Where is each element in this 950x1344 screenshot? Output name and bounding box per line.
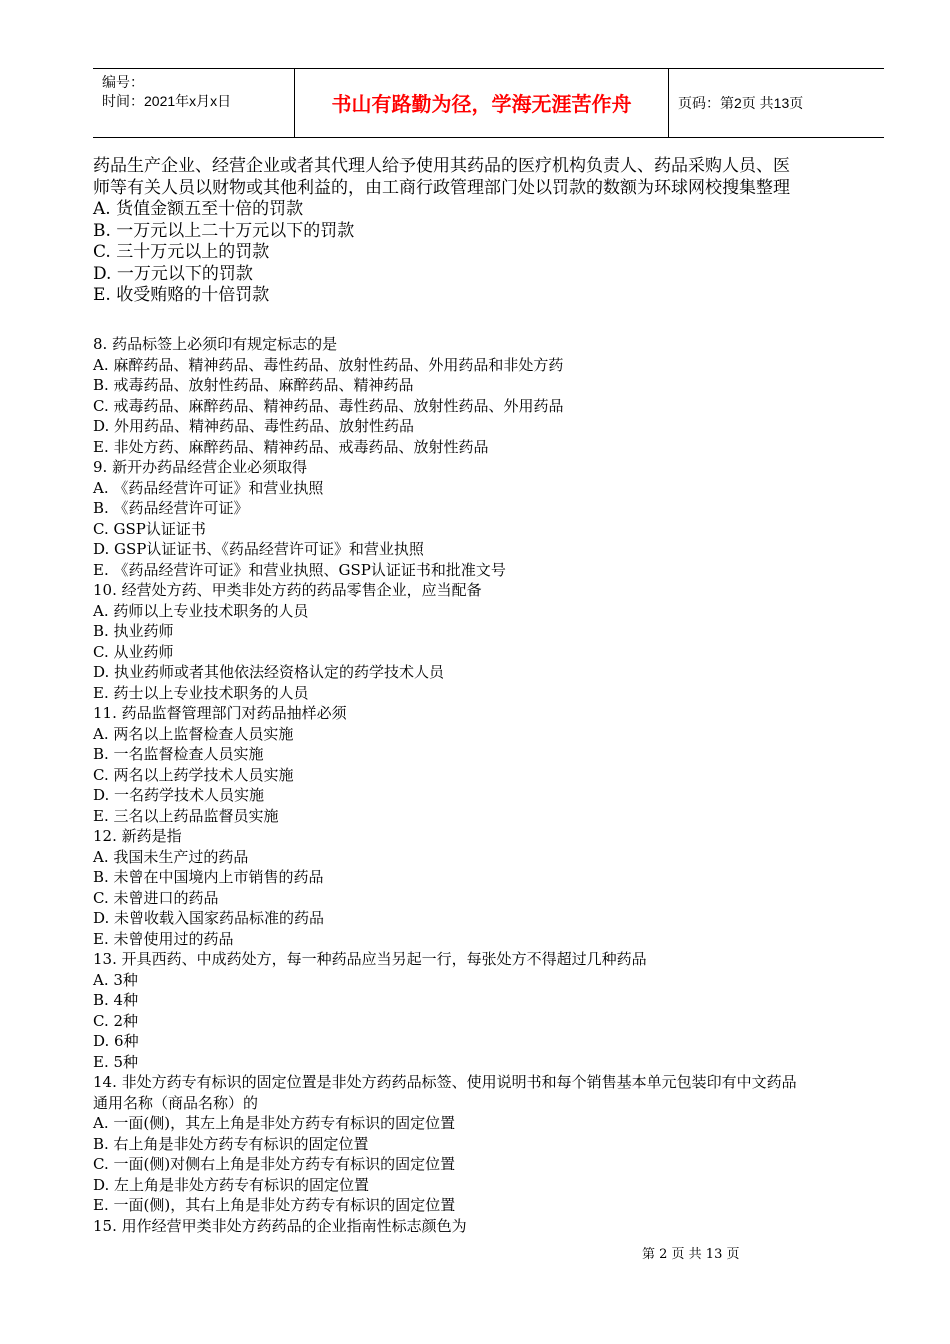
answer-option: D. GSP认证证书、《药品经营许可证》和营业执照 <box>93 540 424 558</box>
answer-option: D. 左上角是非处方药专有标识的固定位置 <box>93 1175 370 1194</box>
answer-option: A. 两名以上监督检查人员实施 <box>93 724 294 743</box>
answer-option: B. 右上角是非处方药专有标识的固定位置 <box>93 1134 369 1153</box>
answer-option: A. 我国未生产过的药品 <box>93 847 249 866</box>
answer-option: E. 一面(侧)，其右上角是非处方药专有标识的固定位置 <box>93 1196 456 1214</box>
answer-option: B. 4种 <box>93 991 139 1009</box>
answer-option: A. 麻醉药品、精神药品、毒性药品、放射性药品、外用药品和非处方药 <box>93 355 564 374</box>
answer-option: D. 执业药师或者其他依法经资格认定的药学技术人员 <box>93 663 445 681</box>
answer-option: C. 一面(侧)对侧右上角是非处方药专有标识的固定位置 <box>93 1155 456 1173</box>
answer-option: B. 一万元以上二十万元以下的罚款 <box>93 220 355 241</box>
answer-option: B. 一名监督检查人员实施 <box>93 745 264 763</box>
question-stem-line: 师等有关人员以财物或其他利益的，由工商行政管理部门处以罚款的数额为环球网校搜集整理 <box>93 177 790 198</box>
answer-option: C. 2种 <box>93 1011 139 1030</box>
question-stem-line: 药品生产企业、经营企业或者其代理人给予使用其药品的医疗机构负责人、药品采购人员、医 <box>93 156 790 176</box>
header-right-cell <box>669 69 884 137</box>
answer-option: C. 三十万元以上的罚款 <box>93 242 270 262</box>
question-12: 12. 新药是指 <box>93 827 182 845</box>
serial-number-label: 编号： <box>102 74 144 90</box>
question-10: 10. 经营处方药、甲类非处方药的药品零售企业，应当配备 <box>93 581 482 599</box>
question-13: 13. 开具西药、中成药处方，每一种药品应当另起一行，每张处方不得超过几种药品 <box>93 950 647 968</box>
answer-option: E. 非处方药、麻醉药品、精神药品、戒毒药品、放射性药品 <box>93 437 489 456</box>
time-label: 时间：2021年x月x日 <box>102 93 232 109</box>
answer-option: B. 戒毒药品、放射性药品、麻醉药品、精神药品 <box>93 376 414 394</box>
answer-option: D. 外用药品、精神药品、毒性药品、放射性药品 <box>93 417 415 435</box>
answer-option: E. 未曾使用过的药品 <box>93 929 234 948</box>
answer-option: C. 未曾进口的药品 <box>93 888 219 907</box>
question-11: 11. 药品监督管理部门对药品抽样必须 <box>93 704 347 722</box>
answer-option: B. 未曾在中国境内上市销售的药品 <box>93 868 324 886</box>
answer-option: B. 《药品经营许可证》 <box>93 499 249 517</box>
question-stem-line: 通用名称（商品名称）的 <box>93 1093 259 1112</box>
answer-option: E. 《药品经营许可证》和营业执照、GSP认证证书和批准文号 <box>93 560 506 579</box>
answer-option: D. 一名药学技术人员实施 <box>93 786 265 804</box>
answer-option: E. 收受贿赂的十倍罚款 <box>93 285 270 305</box>
header-left-cell <box>93 69 295 137</box>
answer-option: B. 执业药师 <box>93 622 174 640</box>
answer-option: A. 《药品经营许可证》和营业执照 <box>93 478 324 497</box>
header-middle-cell <box>295 69 669 137</box>
answer-option: A. 药师以上专业技术职务的人员 <box>93 601 309 620</box>
answer-option: D. 一万元以下的罚款 <box>93 263 253 284</box>
question-15: 15. 用作经营甲类非处方药药品的企业指南性标志颜色为 <box>93 1216 467 1235</box>
answer-option: A. 货值金额五至十倍的罚款 <box>93 199 304 219</box>
page-header <box>93 68 884 138</box>
footer-page-number: 第 2 页 共 13 页 <box>642 1247 740 1262</box>
answer-option: C. 从业药师 <box>93 642 174 661</box>
answer-option: E. 药士以上专业技术职务的人员 <box>93 683 309 702</box>
answer-option: D. 6种 <box>93 1032 139 1050</box>
answer-option: A. 3种 <box>93 970 138 989</box>
page-number-label: 页码：第2页 共13页 <box>678 95 804 111</box>
question-9: 9. 新开办药品经营企业必须取得 <box>93 458 308 476</box>
answer-option: D. 未曾收载入国家药品标准的药品 <box>93 909 325 927</box>
question-list <box>93 334 893 1236</box>
answer-option: C. 戒毒药品、麻醉药品、精神药品、毒性药品、放射性药品、外用药品 <box>93 396 564 415</box>
motto-text: 书山有路勤为径，学海无涯苦作舟 <box>331 92 632 116</box>
answer-option: C. 两名以上药学技术人员实施 <box>93 765 294 784</box>
answer-option: A. 一面(侧)，其左上角是非处方药专有标识的固定位置 <box>93 1114 456 1132</box>
question-14: 14. 非处方药专有标识的固定位置是非处方药药品标签、使用说明书和每个销售基本单元包装印有中文药品 <box>93 1073 797 1091</box>
answer-option: C. GSP认证证书 <box>93 519 206 538</box>
answer-option: E. 三名以上药品监督员实施 <box>93 806 279 825</box>
answer-option: E. 5种 <box>93 1052 139 1071</box>
intro-question <box>93 156 893 307</box>
question-8: 8. 药品标签上必须印有规定标志的是 <box>93 335 338 353</box>
